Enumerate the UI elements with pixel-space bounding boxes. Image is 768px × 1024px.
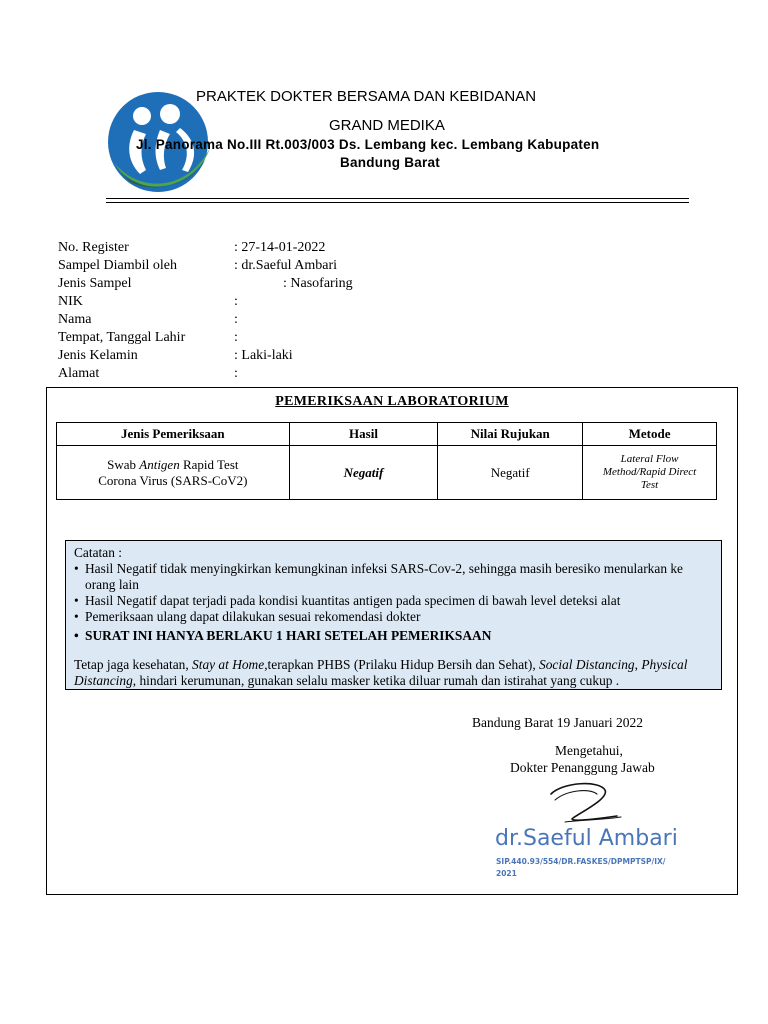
method-line: Test (640, 479, 659, 491)
result-cell: Negatif (289, 446, 438, 500)
info-value: : Laki-laki (234, 348, 293, 363)
table-header-row (57, 423, 717, 446)
info-value: : (234, 294, 238, 309)
notes-box (65, 540, 722, 690)
health-advice (74, 657, 713, 689)
handwritten-signature-icon (545, 780, 625, 828)
col-header: Jenis Pemeriksaan (57, 423, 290, 446)
place-date: Bandung Barat 19 Januari 2022 (472, 715, 643, 730)
test-name-cell (57, 446, 290, 500)
doctor-name: dr.Saeful Ambari (495, 826, 678, 851)
reference-cell: Negatif (438, 446, 583, 500)
list-item: • Hasil Negatif tidak menyingkirkan kemungkinan infeksi SARS-Cov-2, sehingga masih beresiko menularkan ke orang lain (74, 561, 713, 593)
method-line: Method/Rapid Direct (602, 466, 697, 478)
notes-heading: Catatan : (74, 545, 122, 560)
method-line: Lateral Flow (620, 453, 679, 465)
list-item: • Hasil Negatif dapat terjadi pada kondisi kuantitas antigen pada specimen di bawah level deteksi alat (74, 593, 713, 609)
advice-text: Tetap jaga kesehatan, (74, 657, 193, 672)
lab-table (56, 422, 717, 500)
clinic-address-line2: Bandung Barat (340, 155, 441, 170)
advice-text: ,terapkan PHBS (Prilaku Hidup Bersih dan Sehat), (264, 657, 540, 672)
info-value: : 27-14-01-2022 (234, 240, 326, 255)
test-line2: Corona Virus (SARS-CoV2) (98, 472, 248, 488)
info-value: : (234, 330, 238, 345)
advice-italic: Social Distancing (539, 657, 635, 672)
col-header: Metode (583, 423, 717, 446)
advice-italic: Stay at Home (192, 657, 265, 672)
info-label: NIK (58, 294, 83, 309)
advice-italic: Physical Distancing (74, 657, 688, 688)
advice-text: , (634, 657, 642, 672)
test-prefix: Swab (107, 456, 140, 472)
validity-notice: • SURAT INI HANYA BERLAKU 1 HARI SETELAH PEMERIKSAAN (74, 628, 713, 644)
col-header: Nilai Rujukan (438, 423, 583, 446)
info-label: Nama (58, 312, 92, 327)
test-italic: Antigen (139, 456, 180, 472)
clinic-address-line1: Jl. Panorama No.III Rt.003/003 Ds. Lembang kec. Lembang Kabupaten (136, 137, 600, 152)
doctor-license: SIP.440.93/554/DR.FASKES/DPMPTSP/IX/ 2021 (496, 857, 666, 878)
acknowledged-label: Mengetahui, (555, 743, 623, 758)
info-value: : Nasofaring (283, 276, 353, 291)
info-label: No. Register (58, 240, 129, 255)
info-label: Alamat (58, 366, 100, 381)
table-row (57, 446, 717, 500)
advice-text: , hindari kerumunan, gunakan selalu masker ketika diluar rumah dan istirahat yang cukup . (132, 673, 620, 688)
header-divider-thin (106, 202, 689, 203)
info-label: Sampel Diambil oleh (58, 258, 177, 273)
info-value: : (234, 312, 238, 327)
info-label: Jenis Kelamin (58, 348, 138, 363)
header-divider (106, 198, 689, 199)
lab-result-box (46, 387, 738, 895)
clinic-brand: GRAND MEDIKA (329, 117, 445, 134)
info-value: : dr.Saeful Ambari (234, 258, 338, 273)
list-item: • Pemeriksaan ulang dapat dilakukan sesuai rekomendasi dokter (74, 609, 713, 625)
info-label: Jenis Sampel (58, 276, 132, 291)
method-cell (583, 446, 717, 500)
info-value: : (234, 366, 238, 381)
notes-list (74, 561, 713, 644)
test-suffix: Rapid Test (179, 456, 239, 472)
lab-title: PEMERIKSAAN LABORATORIUM (275, 394, 509, 409)
doctor-role: Dokter Penanggung Jawab (510, 760, 655, 775)
clinic-name: PRAKTEK DOKTER BERSAMA DAN KEBIDANAN (196, 88, 537, 105)
info-label: Tempat, Tanggal Lahir (58, 330, 186, 345)
col-header: Hasil (289, 423, 438, 446)
